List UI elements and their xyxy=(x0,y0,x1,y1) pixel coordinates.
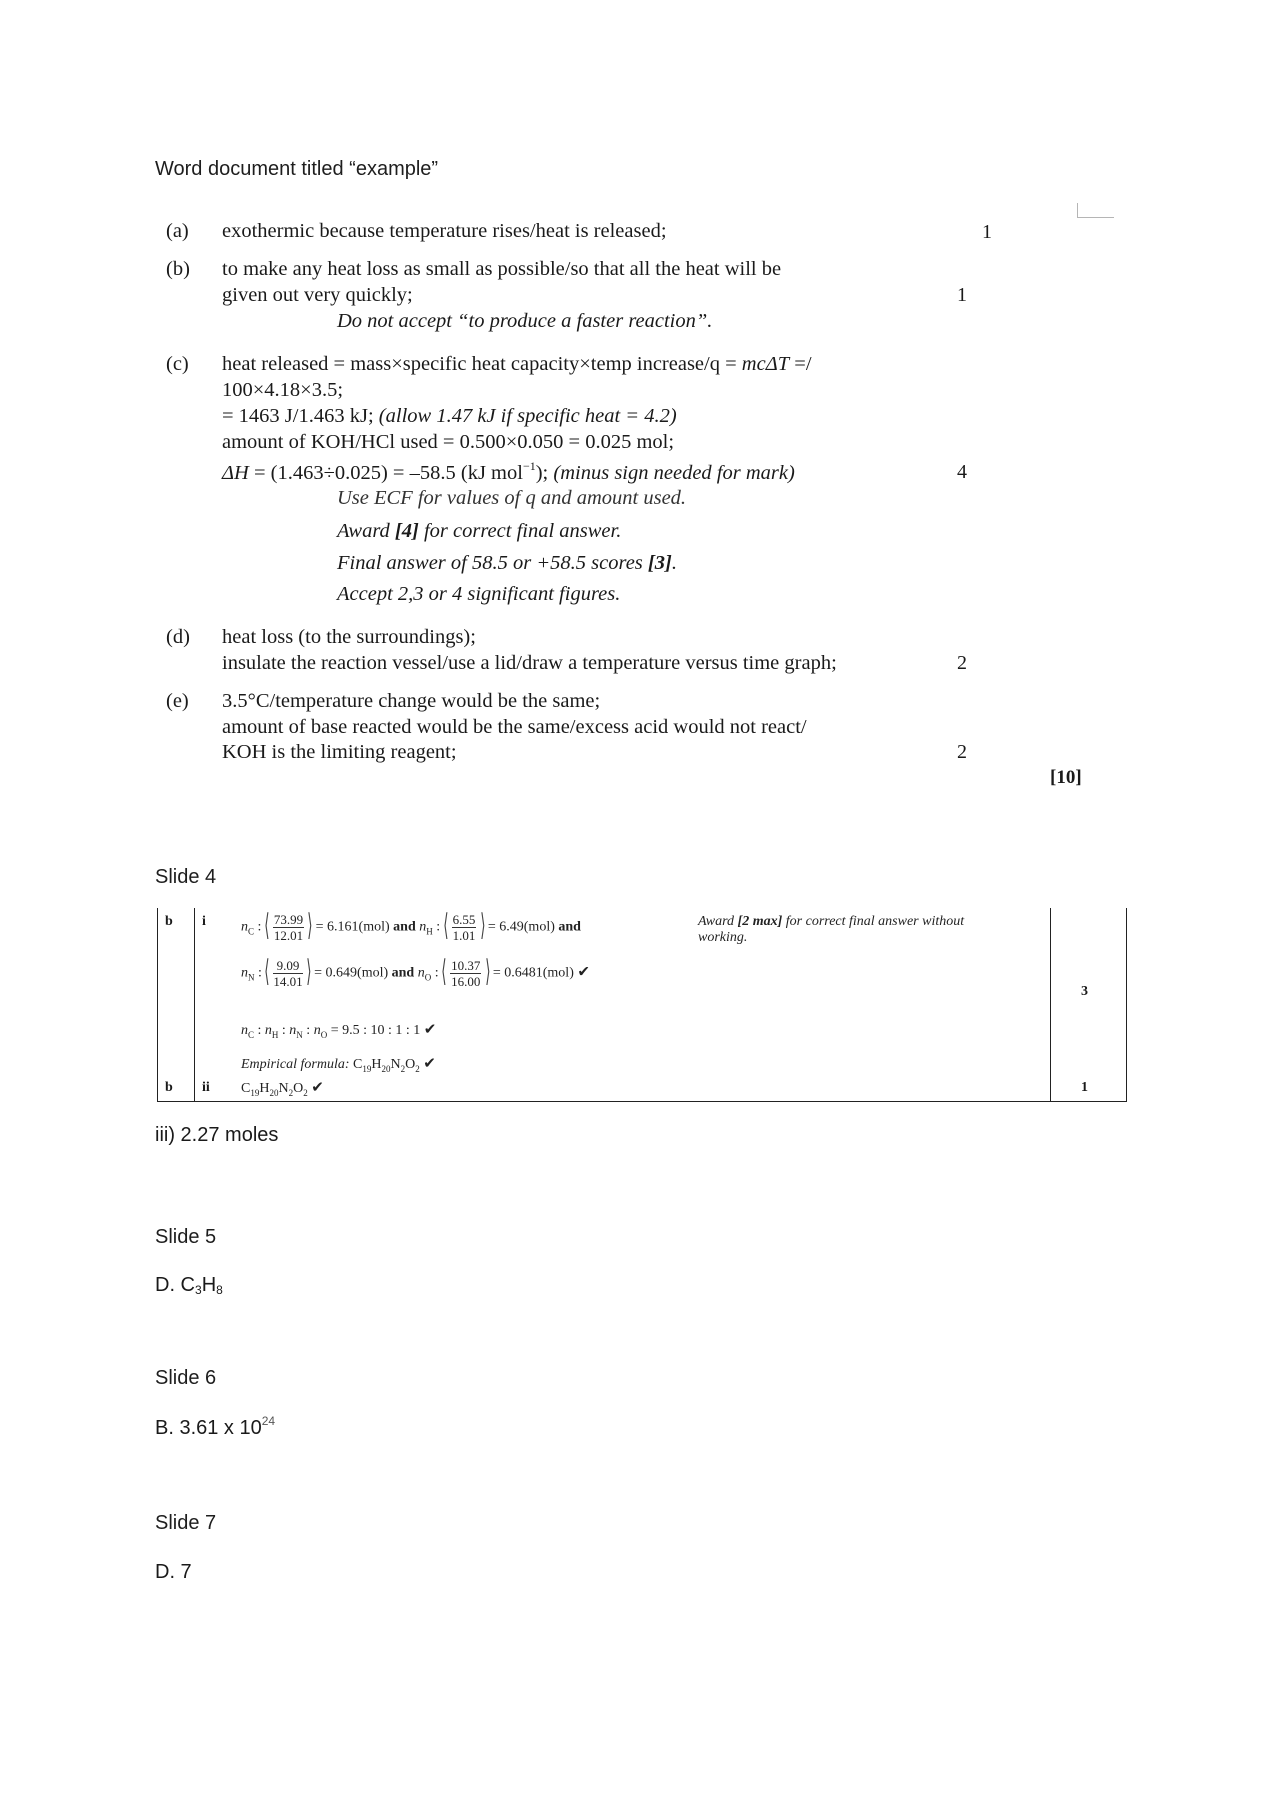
mole-ratio-line: $n_C$ : $n_H$ : $n_N$ : $n_O = 9.5$ : 10 : 1 : 1 ✔ xyxy=(241,1022,437,1040)
moles-nitrogen-oxygen-line: $n_N$ : ⟨ $\frac{9.09}{14.01}$ ⟩ = 0.649(mol) and $n_O$ : ⟨ $\frac{10.37}{16.00}$ ⟩ = 0.6481(mol) ✔ xyxy=(241,958,590,989)
total-marks: [10] xyxy=(1050,767,1082,788)
part-c-line-3: = 1463 J/1.463 kJ; (allow 1.47 kJ if specific heat = 4.2) xyxy=(222,405,677,427)
slide-4-markscheme-table xyxy=(157,908,1127,1102)
part-e-label: (e) xyxy=(166,690,189,712)
row-b-ii-part: b xyxy=(165,1080,173,1095)
checkmark-icon: ✔ xyxy=(577,964,590,981)
row-b-i-marks: 3 xyxy=(1081,984,1088,999)
page-margin-corner-marker xyxy=(1077,203,1114,218)
part-e-marks: 2 xyxy=(957,741,967,763)
part-c-note-final-answer: Final answer of 58.5 or +58.5 scores [3]. xyxy=(337,552,677,574)
slide-4-part-iii-answer: iii) 2.27 moles xyxy=(155,1124,279,1146)
slide-5-answer: D. $C_3H_8$ xyxy=(155,1274,223,1297)
row-b-ii-subpart: ii xyxy=(202,1080,210,1095)
part-a-label: (a) xyxy=(166,220,189,242)
molecular-formula: $C_{19}H_{20}N_2O_2$ ✔ xyxy=(241,1080,324,1098)
empirical-formula-line: Empirical formula: $C_{19}H_{20}N_2O_2$ ✔ xyxy=(241,1056,436,1074)
row-b-i-part: b xyxy=(165,914,173,929)
part-d-line-2: insulate the reaction vessel/use a lid/draw a temperature versus time graph; xyxy=(222,652,837,674)
part-b-note: Do not accept “to produce a faster reaction”. xyxy=(337,310,713,332)
slide-5-heading: Slide 5 xyxy=(155,1226,217,1248)
checkmark-icon: ✔ xyxy=(311,1080,324,1096)
part-e-line-2: amount of base reacted would be the same/excess acid would not react/ xyxy=(222,716,807,738)
part-b-marks: 1 xyxy=(957,284,967,306)
checkmark-icon: ✔ xyxy=(423,1022,437,1038)
part-d-marks: 2 xyxy=(957,652,967,674)
table-column-divider xyxy=(1050,908,1051,1101)
row-b-i-subpart: i xyxy=(202,914,206,929)
document-title: Word document titled “example” xyxy=(155,158,439,180)
part-a-marks: 1 xyxy=(982,221,992,243)
checkmark-icon: ✔ xyxy=(423,1056,436,1072)
part-c-label: (c) xyxy=(166,353,189,375)
part-c-note-ecf: Use ECF for values of q and amount used. xyxy=(337,487,687,509)
part-e-line-1: 3.5°C/temperature change would be the same; xyxy=(222,690,601,712)
award-note: Award [2 max] for correct final answer without xyxy=(698,914,965,929)
table-column-divider xyxy=(194,908,195,1101)
part-b-label: (b) xyxy=(166,258,190,280)
slide-6-answer: B. 3.61 x $10^{24}$ xyxy=(155,1414,276,1439)
part-c-line-1: heat released = mass×specific heat capacity×temp increase/q = mcΔT =/ xyxy=(222,353,812,375)
slide-7-answer: D. 7 xyxy=(155,1561,192,1583)
part-b-line-1: to make any heat loss as small as possible/so that all the heat will be xyxy=(222,258,782,280)
part-d-label: (d) xyxy=(166,626,190,648)
row-b-ii-marks: 1 xyxy=(1081,1080,1088,1095)
part-b-line-2: given out very quickly; xyxy=(222,284,413,306)
part-c-line-2: 100×4.18×3.5; xyxy=(222,379,344,401)
part-d-line-1: heat loss (to the surroundings); xyxy=(222,626,476,648)
part-a-text: exothermic because temperature rises/heat is released; xyxy=(222,220,667,242)
part-c-note-award: Award [4] for correct final answer. xyxy=(337,520,622,542)
slide-6-heading: Slide 6 xyxy=(155,1367,217,1389)
part-e-line-3: KOH is the limiting reagent; xyxy=(222,741,457,763)
part-c-line-5: ΔH = (1.463÷0.025) = –58.5 (kJ mol$^{-1}$); (minus sign needed for mark) xyxy=(222,459,795,484)
slide-4-heading: Slide 4 xyxy=(155,866,217,888)
slide-7-heading: Slide 7 xyxy=(155,1512,217,1534)
part-c-marks: 4 xyxy=(957,461,967,483)
part-c-note-sig-figs: Accept 2,3 or 4 significant figures. xyxy=(337,583,621,605)
moles-carbon-hydrogen-line: $n_C$ : ⟨ $\frac{73.99}{12.01}$ ⟩ = 6.161(mol) and $n_H$ : ⟨ $\frac{6.55}{1.01}$ ⟩ = 6.49(mol) and xyxy=(241,912,581,943)
award-note-line-2: working. xyxy=(698,930,748,945)
part-c-line-4: amount of KOH/HCl used = 0.500×0.050 = 0.025 mol; xyxy=(222,431,675,453)
